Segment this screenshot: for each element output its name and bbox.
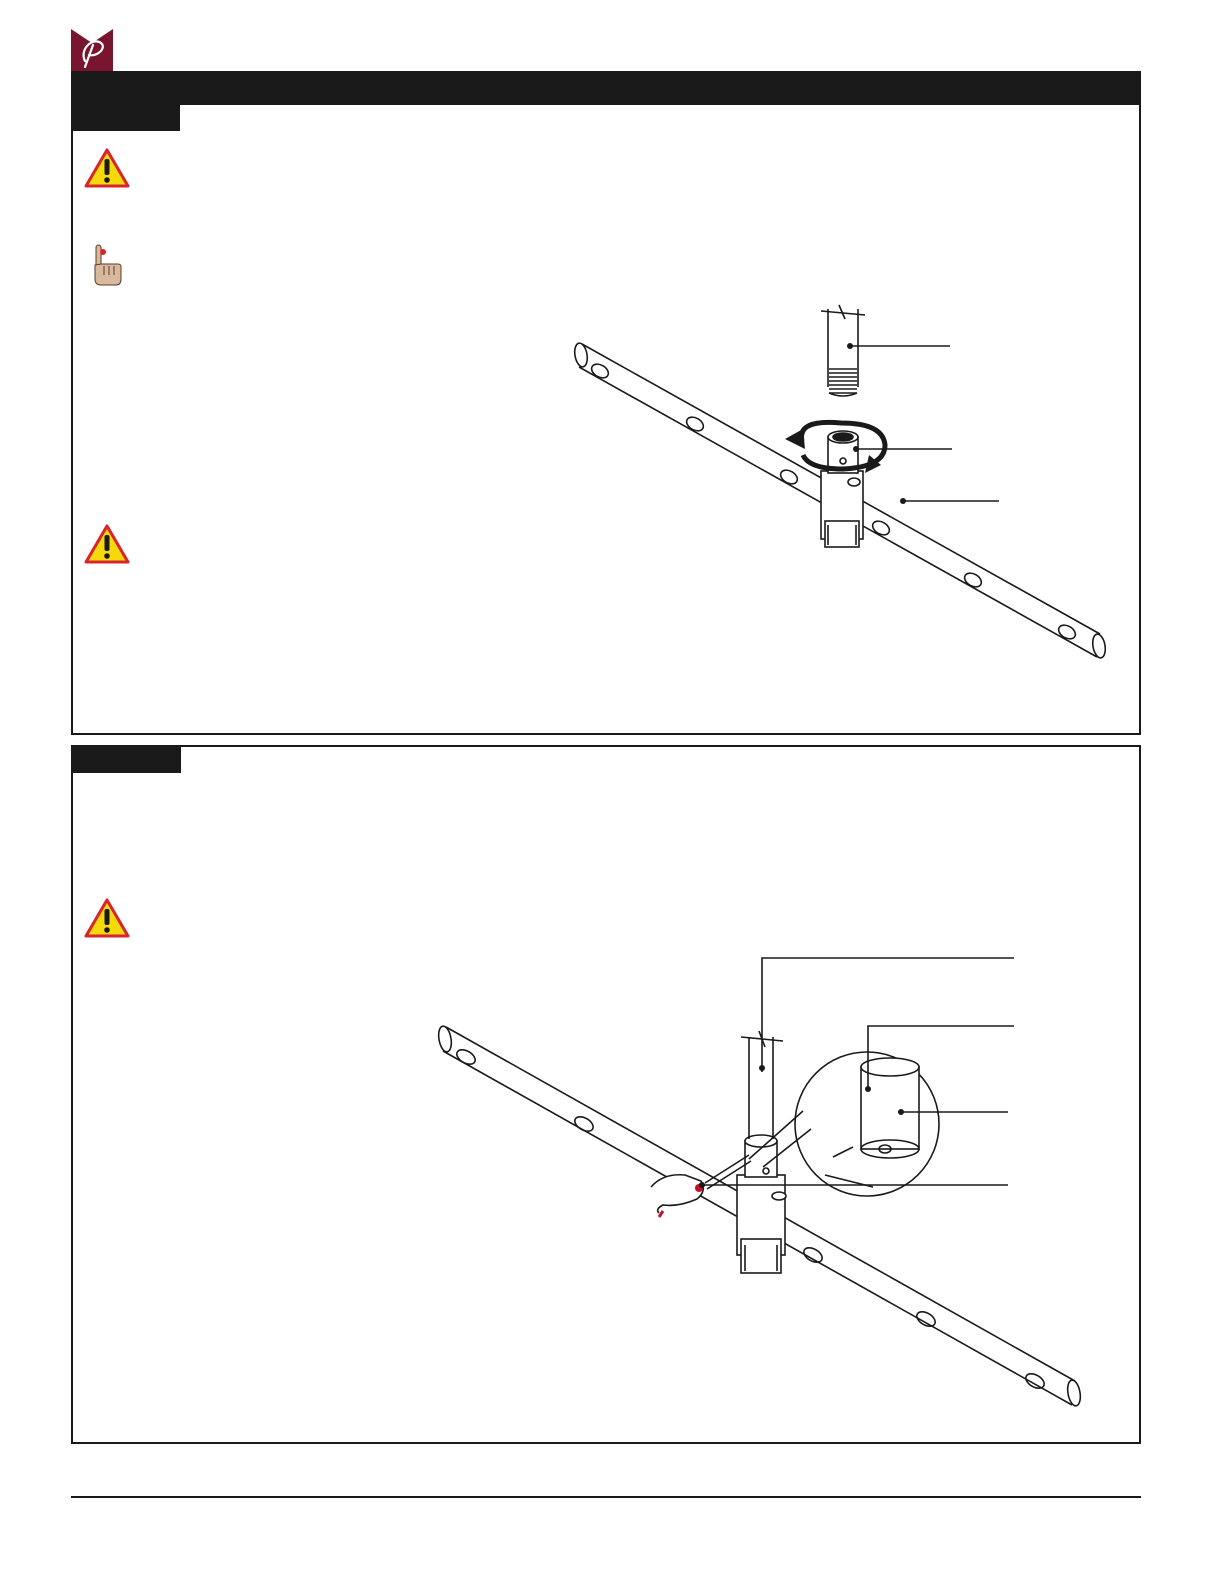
header-bar [71, 71, 1141, 105]
step-2-illustration [73, 747, 1139, 1442]
step-1-illustration [73, 105, 1139, 733]
brand-logo-icon [71, 29, 113, 71]
step-panel-1 [71, 103, 1141, 735]
footer-rule [71, 1496, 1141, 1498]
step-panel-2 [71, 745, 1141, 1444]
